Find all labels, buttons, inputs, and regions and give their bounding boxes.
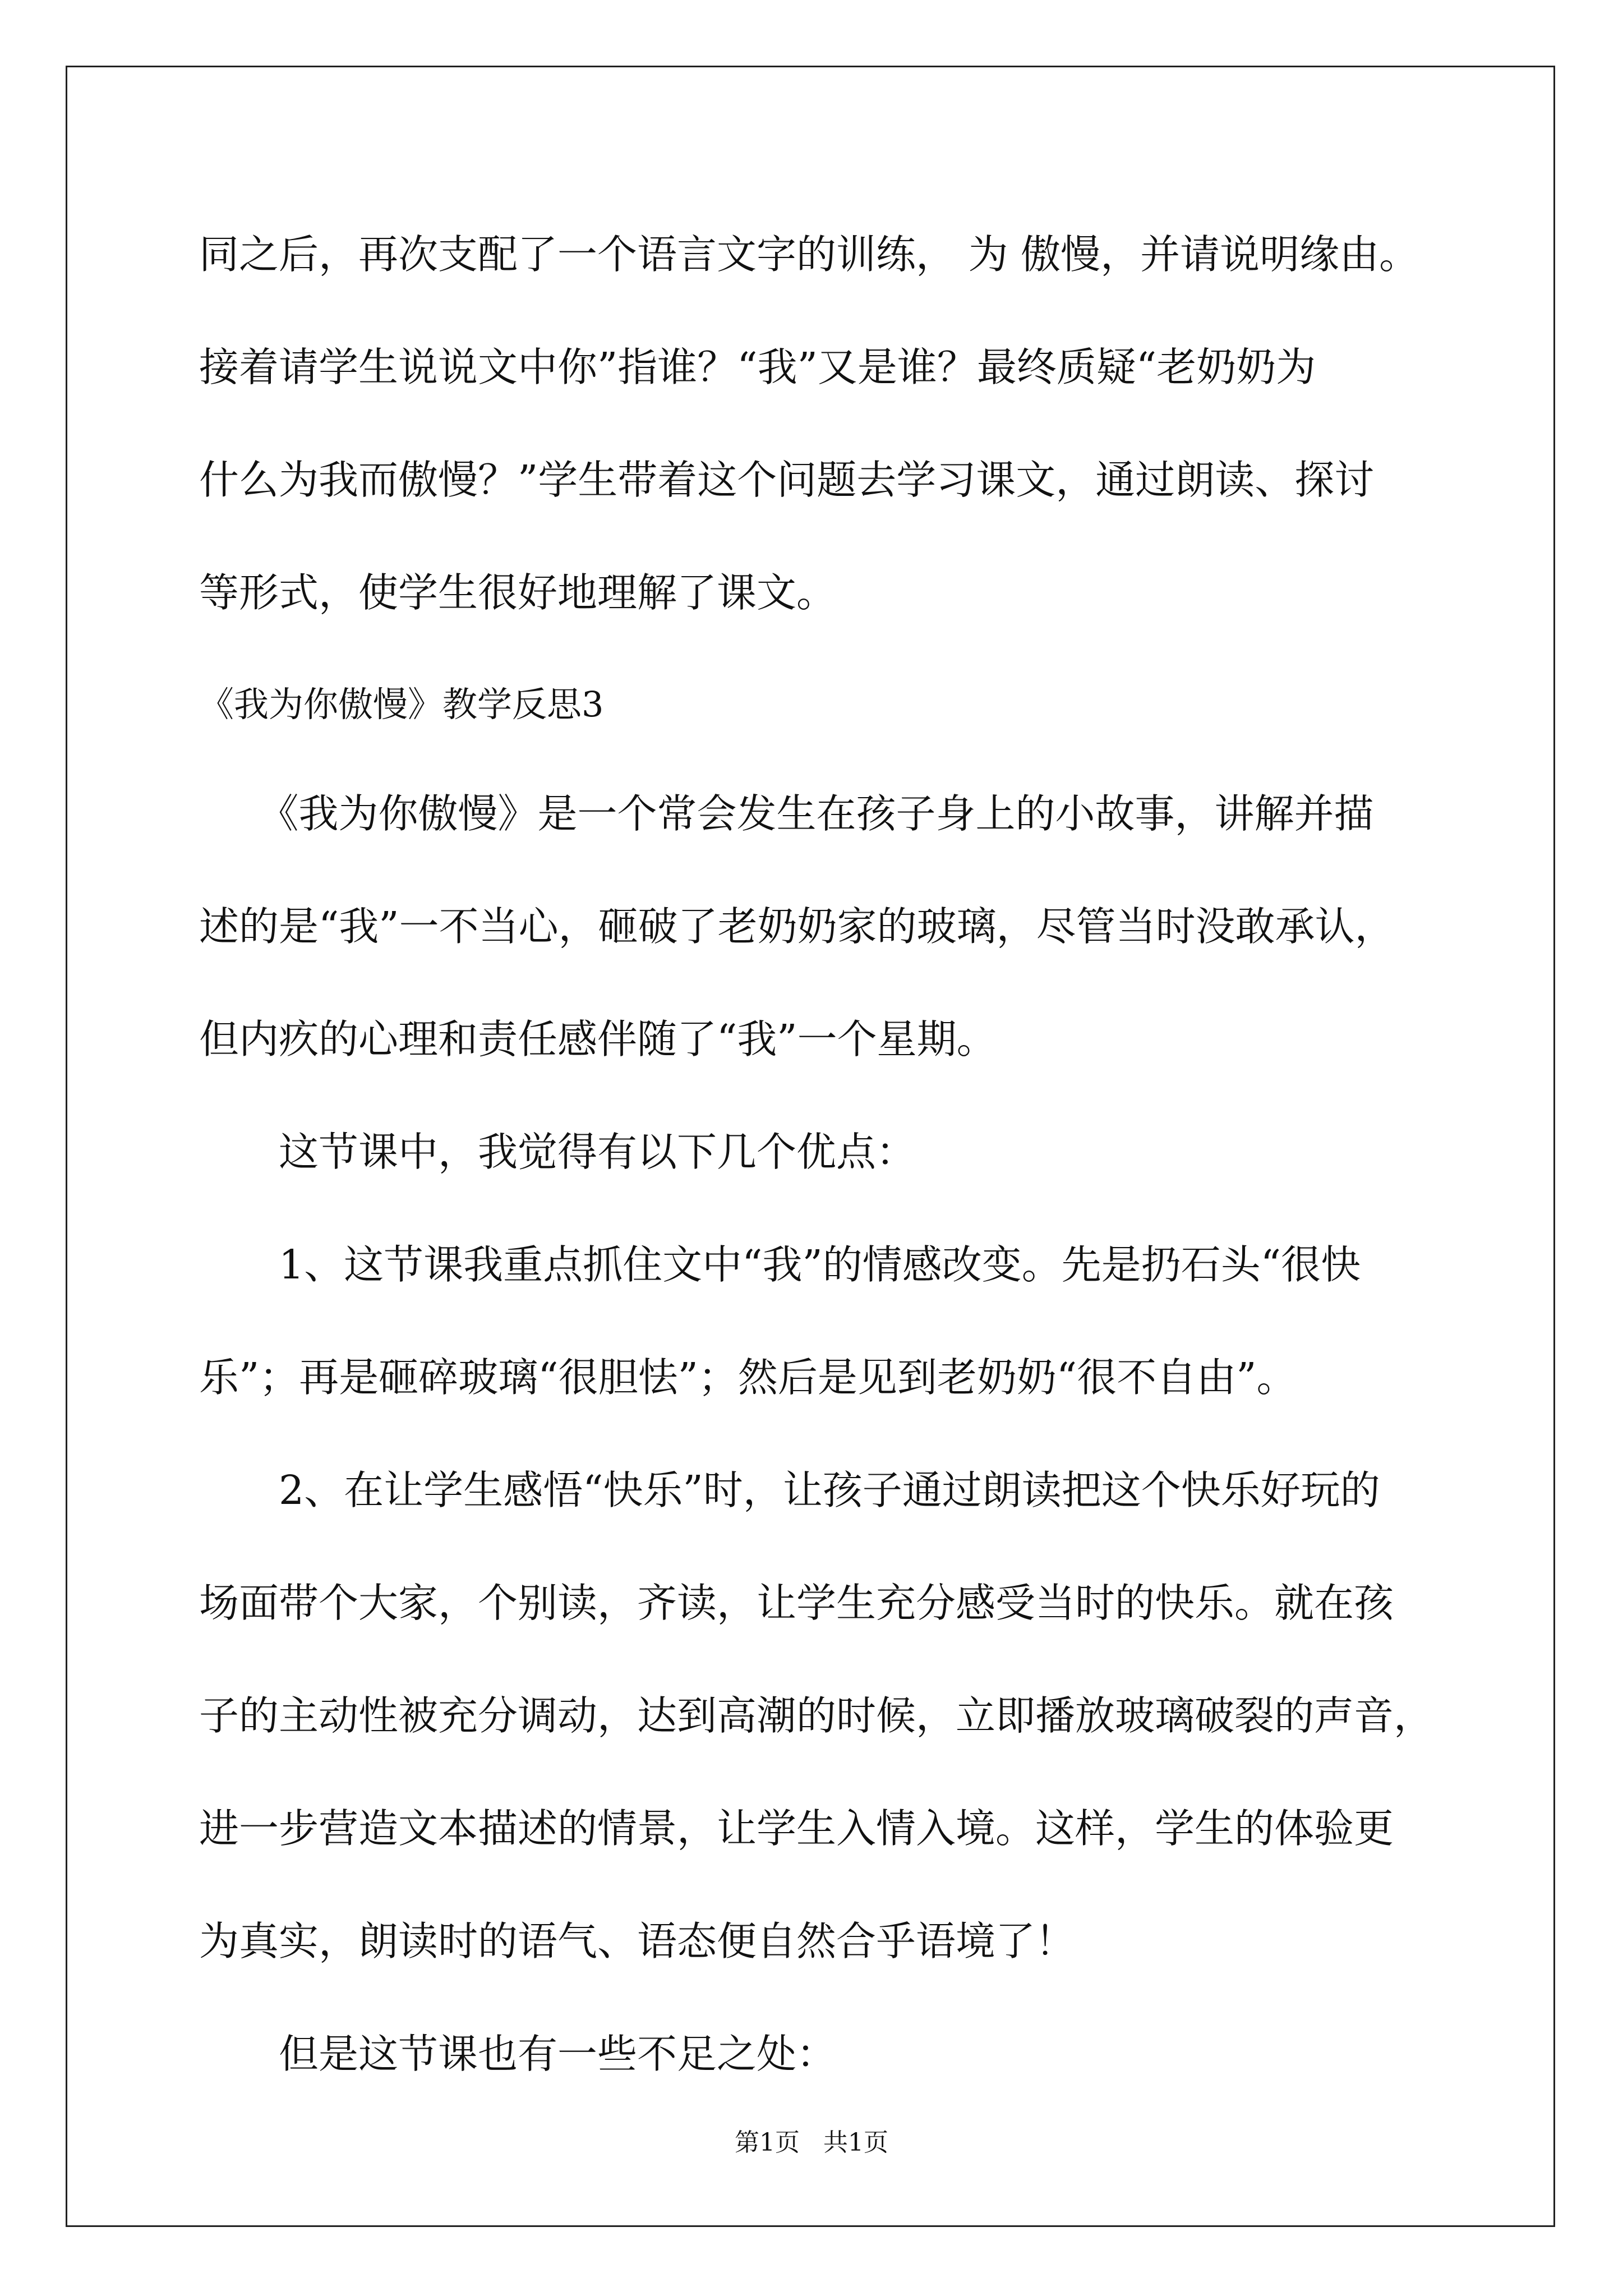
text-line: 为真实，朗读时的语气、语态便自然合乎语境了！: [199, 1918, 1076, 1964]
text-line: 什么为我而傲慢？”学生带着这个问题去学习课文，通过朗读、探讨: [199, 457, 1375, 503]
text-line: 场面带个大家，个别读，齐读，让学生充分感受当时的快乐。就在孩: [199, 1580, 1394, 1626]
text-line: 但是这节课也有一些不足之处：: [199, 2031, 837, 2077]
text-line: 接着请学生说说文中你”指谁？“我”又是谁？最终质疑“老奶奶为: [199, 344, 1316, 390]
text-line: 2、在让学生感悟“快乐”时，让孩子通过朗读把这个快乐好玩的: [199, 1467, 1380, 1513]
text-line: 1、这节课我重点抓住文中“我”的情感改变。先是扔石头“很快: [199, 1241, 1361, 1288]
text-line: 等形式，使学生很好地理解了课文。: [199, 569, 837, 616]
text-line: 这节课中，我觉得有以下几个优点：: [199, 1129, 916, 1175]
text-line: 乐”；再是砸碎玻璃“很胆怯”；然后是见到老奶奶“很不自由”。: [199, 1354, 1297, 1401]
text-line: 《我为你傲慢》是一个常会发生在孩子身上的小故事，讲解并描: [199, 790, 1374, 837]
text-line: 同之后，再次支配了一个语言文字的训练， 为 傲慢，并请说明缘由。: [199, 231, 1419, 278]
text-line: 但内疚的心理和责任感伴随了“我”一个星期。: [199, 1016, 997, 1062]
text-line: 子的主动性被充分调动，达到高潮的时候，立即播放玻璃破裂的声音，: [199, 1692, 1434, 1739]
text-line: 述的是“我”一不当心，砸破了老奶奶家的玻璃，尽管当时没敢承认，: [199, 903, 1395, 950]
text-line: 进一步营造文本描述的情景，让学生入情入境。这样，学生的体验更: [199, 1805, 1394, 1852]
section-heading: 《我为你傲慢》教学反思3: [199, 684, 604, 725]
page-number-footer: 第1页 共1页: [735, 2128, 888, 2157]
